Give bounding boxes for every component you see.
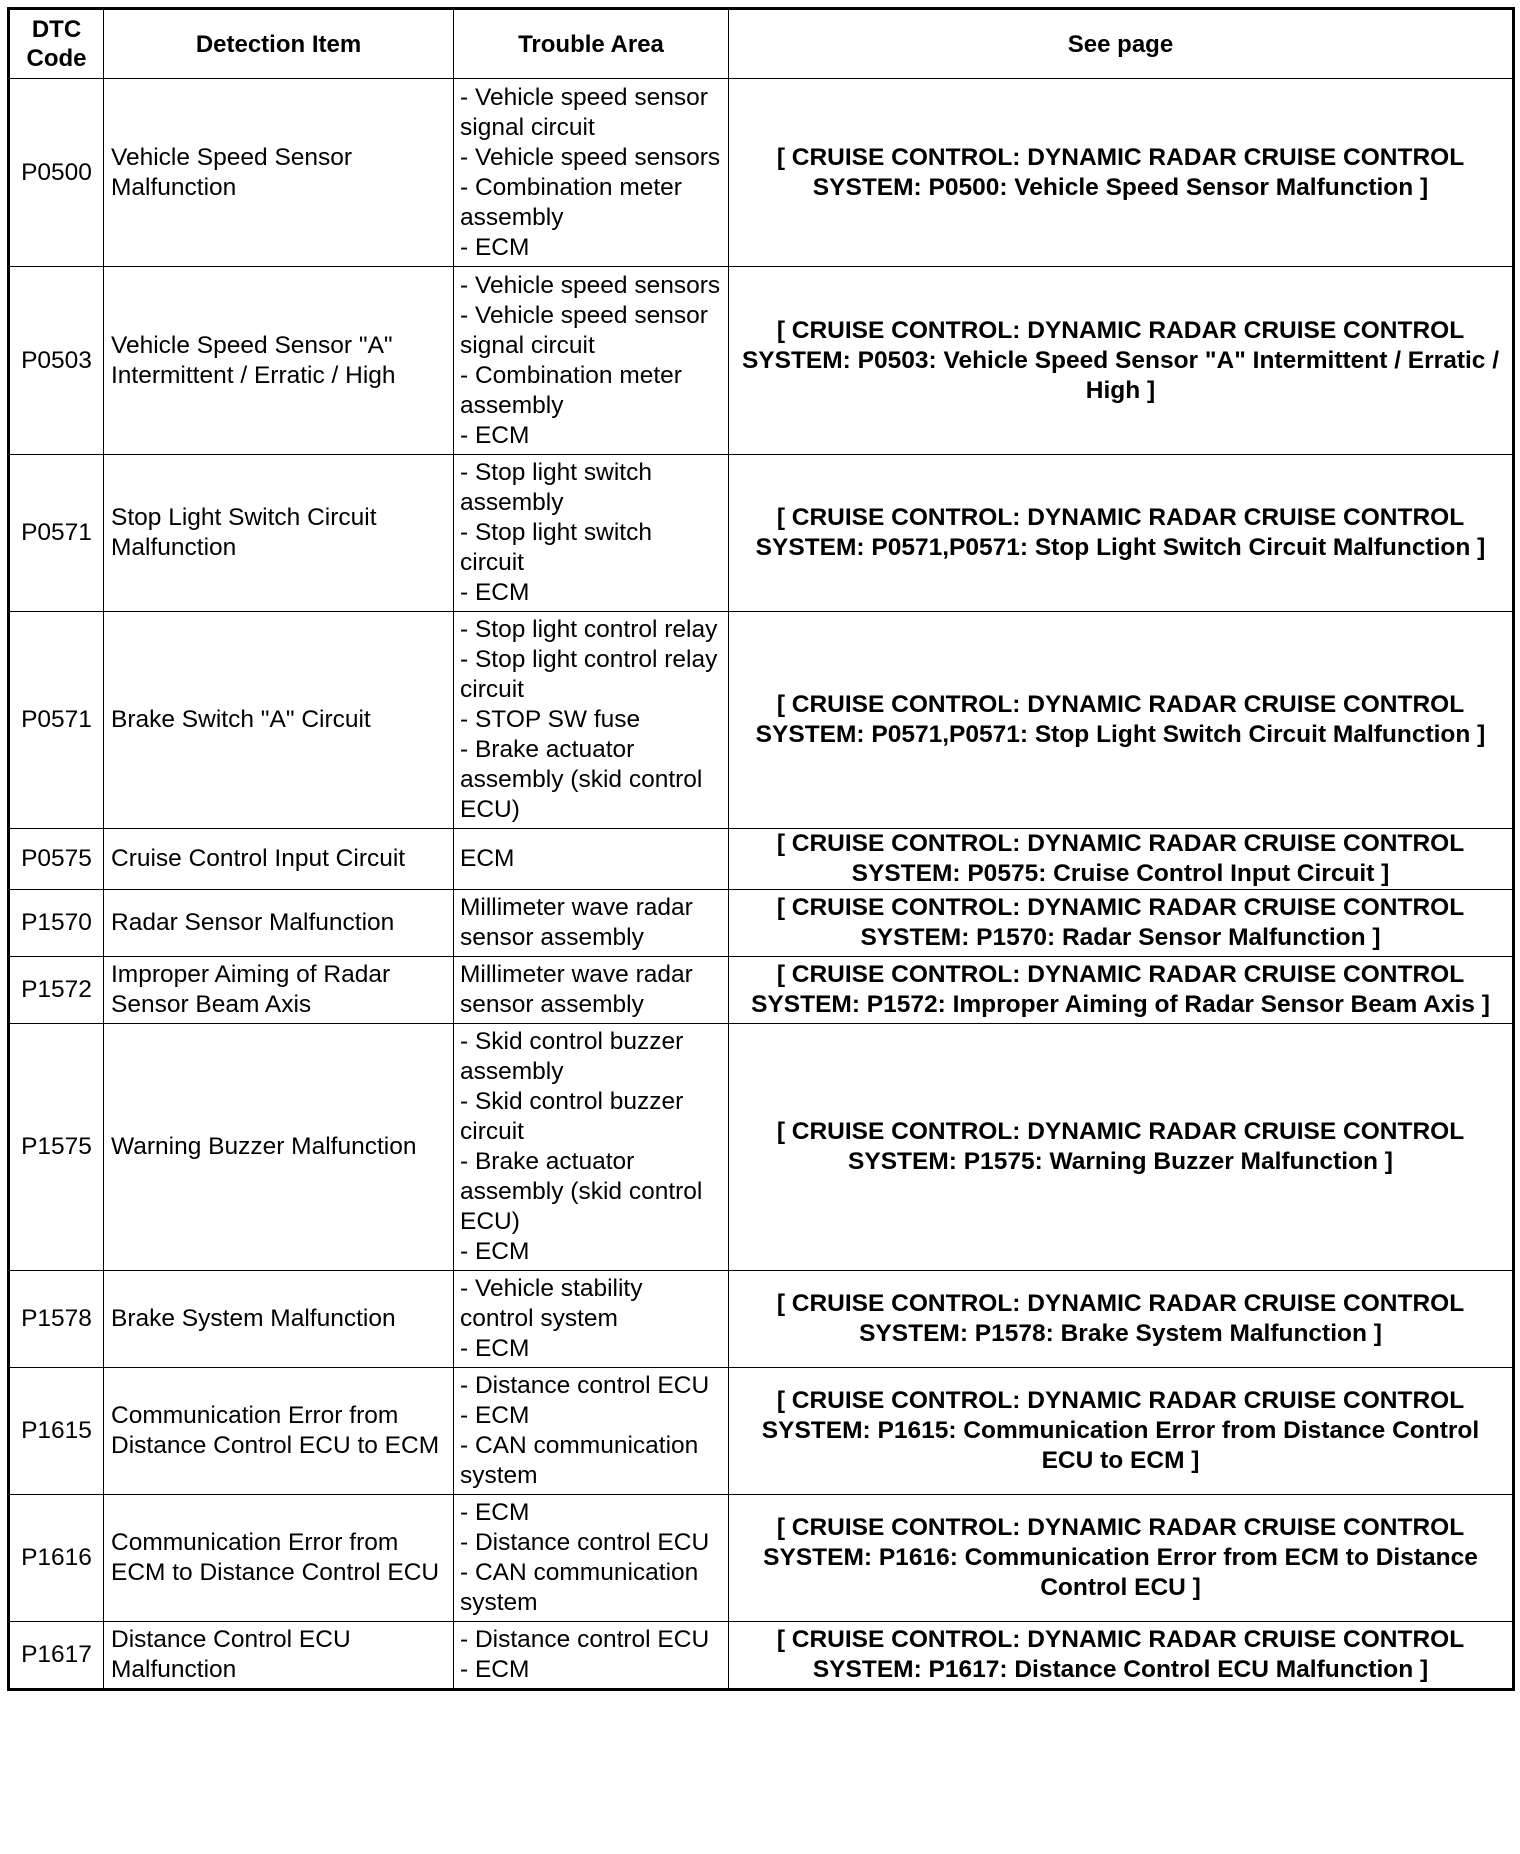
trouble-area-cell [454,1024,729,1271]
dtc-code-cell: P0500 [9,79,104,267]
trouble-area-line: - Brake actuator assembly (skid control ECU) [460,736,703,823]
trouble-area-line: - ECM [460,1335,530,1362]
trouble-area-line: - Skid control buzzer assembly [460,1028,684,1085]
dtc-code-cell: P1575 [9,1024,104,1271]
trouble-area-cell [454,267,729,455]
detection-item-cell: Vehicle Speed Sensor "A" Intermittent / Erratic / High [104,267,454,455]
table-row [9,890,1514,957]
trouble-area-line: - Distance control ECU [460,1529,710,1556]
trouble-area-line: - ECM [460,421,530,449]
trouble-area-line: ECM [460,845,515,872]
detection-item-cell: Cruise Control Input Circuit [104,829,454,890]
trouble-area-line: - ECM [460,1238,530,1265]
table-row [9,1271,1514,1368]
table-row [9,612,1514,829]
trouble-area-line: - Stop light switch circuit [460,519,652,576]
dtc-code-cell: P1616 [9,1495,104,1622]
table-row [9,829,1514,890]
detection-item-cell: Communication Error from Distance Control ECU to ECM [104,1368,454,1495]
dtc-code-cell: P0575 [9,829,104,890]
see-page-reference[interactable]: [ CRUISE CONTROL: DYNAMIC RADAR CRUISE CONTROL SYSTEM: P1616: Communication Error from ECM to Distance Control ECU ] [729,1495,1514,1622]
see-page-reference[interactable]: [ CRUISE CONTROL: DYNAMIC RADAR CRUISE CONTROL SYSTEM: P1578: Brake System Malfunction ] [729,1271,1514,1368]
detection-item-cell: Vehicle Speed Sensor Malfunction [104,79,454,267]
trouble-area-cell [454,455,729,612]
see-page-reference[interactable]: [ CRUISE CONTROL: DYNAMIC RADAR CRUISE CONTROL SYSTEM: P1575: Warning Buzzer Malfunction ] [729,1024,1514,1271]
trouble-area-line: - CAN communication system [460,1559,699,1616]
trouble-area-line: - Vehicle speed sensors [460,143,721,171]
trouble-area-cell [454,1495,729,1622]
see-page-reference[interactable]: [ CRUISE CONTROL: DYNAMIC RADAR CRUISE CONTROL SYSTEM: P0500: Vehicle Speed Sensor Malfunction ] [729,79,1514,267]
trouble-area-line: - ECM [460,579,530,606]
trouble-area-line: - Vehicle speed sensor signal circuit [460,301,708,359]
see-page-reference[interactable]: [ CRUISE CONTROL: DYNAMIC RADAR CRUISE CONTROL SYSTEM: P0571,P0571: Stop Light Switch Circuit Malfunction ] [729,612,1514,829]
trouble-area-cell [454,829,729,890]
trouble-area-line: - CAN communication system [460,1432,699,1489]
trouble-area-line: - Distance control ECU [460,1626,710,1653]
trouble-area-line: - STOP SW fuse [460,706,641,733]
dtc-code-cell: P0571 [9,455,104,612]
trouble-area-cell [454,957,729,1024]
dtc-code-cell: P0571 [9,612,104,829]
trouble-area-line: - Skid control buzzer circuit [460,1088,684,1145]
dtc-code-cell: P1617 [9,1622,104,1690]
trouble-area-line: Millimeter wave radar sensor assembly [460,961,693,1018]
detection-item-cell: Warning Buzzer Malfunction [104,1024,454,1271]
detection-item-cell: Communication Error from ECM to Distance Control ECU [104,1495,454,1622]
dtc-table [7,7,1515,1691]
table-row [9,1368,1514,1495]
trouble-area-line: - Combination meter assembly [460,361,682,419]
table-header-row [9,9,1514,79]
detection-item-cell: Stop Light Switch Circuit Malfunction [104,455,454,612]
trouble-area-line: - Brake actuator assembly (skid control ECU) [460,1148,703,1235]
table-row [9,455,1514,612]
trouble-area-line: - Vehicle speed sensor signal circuit [460,83,708,141]
trouble-area-line: - Stop light control relay circuit [460,646,718,703]
trouble-area-line: - Combination meter assembly [460,173,682,231]
trouble-area-line: Millimeter wave radar sensor assembly [460,894,693,951]
header-dtc-code-line1: DTC [31,16,82,43]
dtc-code-cell: P1570 [9,890,104,957]
trouble-area-line: - ECM [460,1499,530,1526]
see-page-reference[interactable]: [ CRUISE CONTROL: DYNAMIC RADAR CRUISE CONTROL SYSTEM: P1572: Improper Aiming of Radar Sensor Beam Axis ] [729,957,1514,1024]
detection-item-cell: Brake Switch "A" Circuit [104,612,454,829]
trouble-area-line: - Stop light switch assembly [460,459,652,516]
see-page-reference[interactable]: [ CRUISE CONTROL: DYNAMIC RADAR CRUISE CONTROL SYSTEM: P0571,P0571: Stop Light Switch Circuit Malfunction ] [729,455,1514,612]
table-row [9,1622,1514,1690]
detection-item-cell: Improper Aiming of Radar Sensor Beam Axis [104,957,454,1024]
detection-item-cell: Distance Control ECU Malfunction [104,1622,454,1690]
trouble-area-line: - ECM [460,1402,530,1429]
detection-item-cell: Radar Sensor Malfunction [104,890,454,957]
table-row [9,1495,1514,1622]
see-page-reference[interactable]: [ CRUISE CONTROL: DYNAMIC RADAR CRUISE CONTROL SYSTEM: P1615: Communication Error from Distance Control ECU to ECM ] [729,1368,1514,1495]
see-page-reference[interactable]: [ CRUISE CONTROL: DYNAMIC RADAR CRUISE CONTROL SYSTEM: P0575: Cruise Control Input Circuit ] [729,829,1514,890]
dtc-code-cell: P1578 [9,1271,104,1368]
header-dtc-code-line2: Code [26,45,87,72]
table-row [9,1024,1514,1271]
trouble-area-line: - Stop light control relay [460,616,718,643]
table-row [9,957,1514,1024]
trouble-area-cell [454,890,729,957]
header-trouble-area: Trouble Area [454,9,729,79]
trouble-area-cell [454,1271,729,1368]
header-see-page: See page [729,9,1514,79]
trouble-area-cell [454,79,729,267]
see-page-reference[interactable]: [ CRUISE CONTROL: DYNAMIC RADAR CRUISE CONTROL SYSTEM: P1570: Radar Sensor Malfunction ] [729,890,1514,957]
dtc-code-cell: P0503 [9,267,104,455]
trouble-area-line: - Vehicle stability control system [460,1275,643,1332]
trouble-area-cell [454,1622,729,1690]
dtc-code-cell: P1615 [9,1368,104,1495]
see-page-reference[interactable]: [ CRUISE CONTROL: DYNAMIC RADAR CRUISE CONTROL SYSTEM: P1617: Distance Control ECU Malfunction ] [729,1622,1514,1690]
header-detection-item: Detection Item [104,9,454,79]
detection-item-cell: Brake System Malfunction [104,1271,454,1368]
trouble-area-line: - Distance control ECU [460,1372,710,1399]
table-row [9,267,1514,455]
header-dtc-code [9,9,104,79]
trouble-area-line: - ECM [460,1656,530,1683]
trouble-area-cell [454,612,729,829]
trouble-area-cell [454,1368,729,1495]
trouble-area-line: - Vehicle speed sensors [460,271,721,299]
dtc-code-cell: P1572 [9,957,104,1024]
trouble-area-line: - ECM [460,233,530,261]
see-page-reference[interactable]: [ CRUISE CONTROL: DYNAMIC RADAR CRUISE CONTROL SYSTEM: P0503: Vehicle Speed Sensor "A" Intermittent / Erratic / High ] [729,267,1514,455]
table-row [9,79,1514,267]
